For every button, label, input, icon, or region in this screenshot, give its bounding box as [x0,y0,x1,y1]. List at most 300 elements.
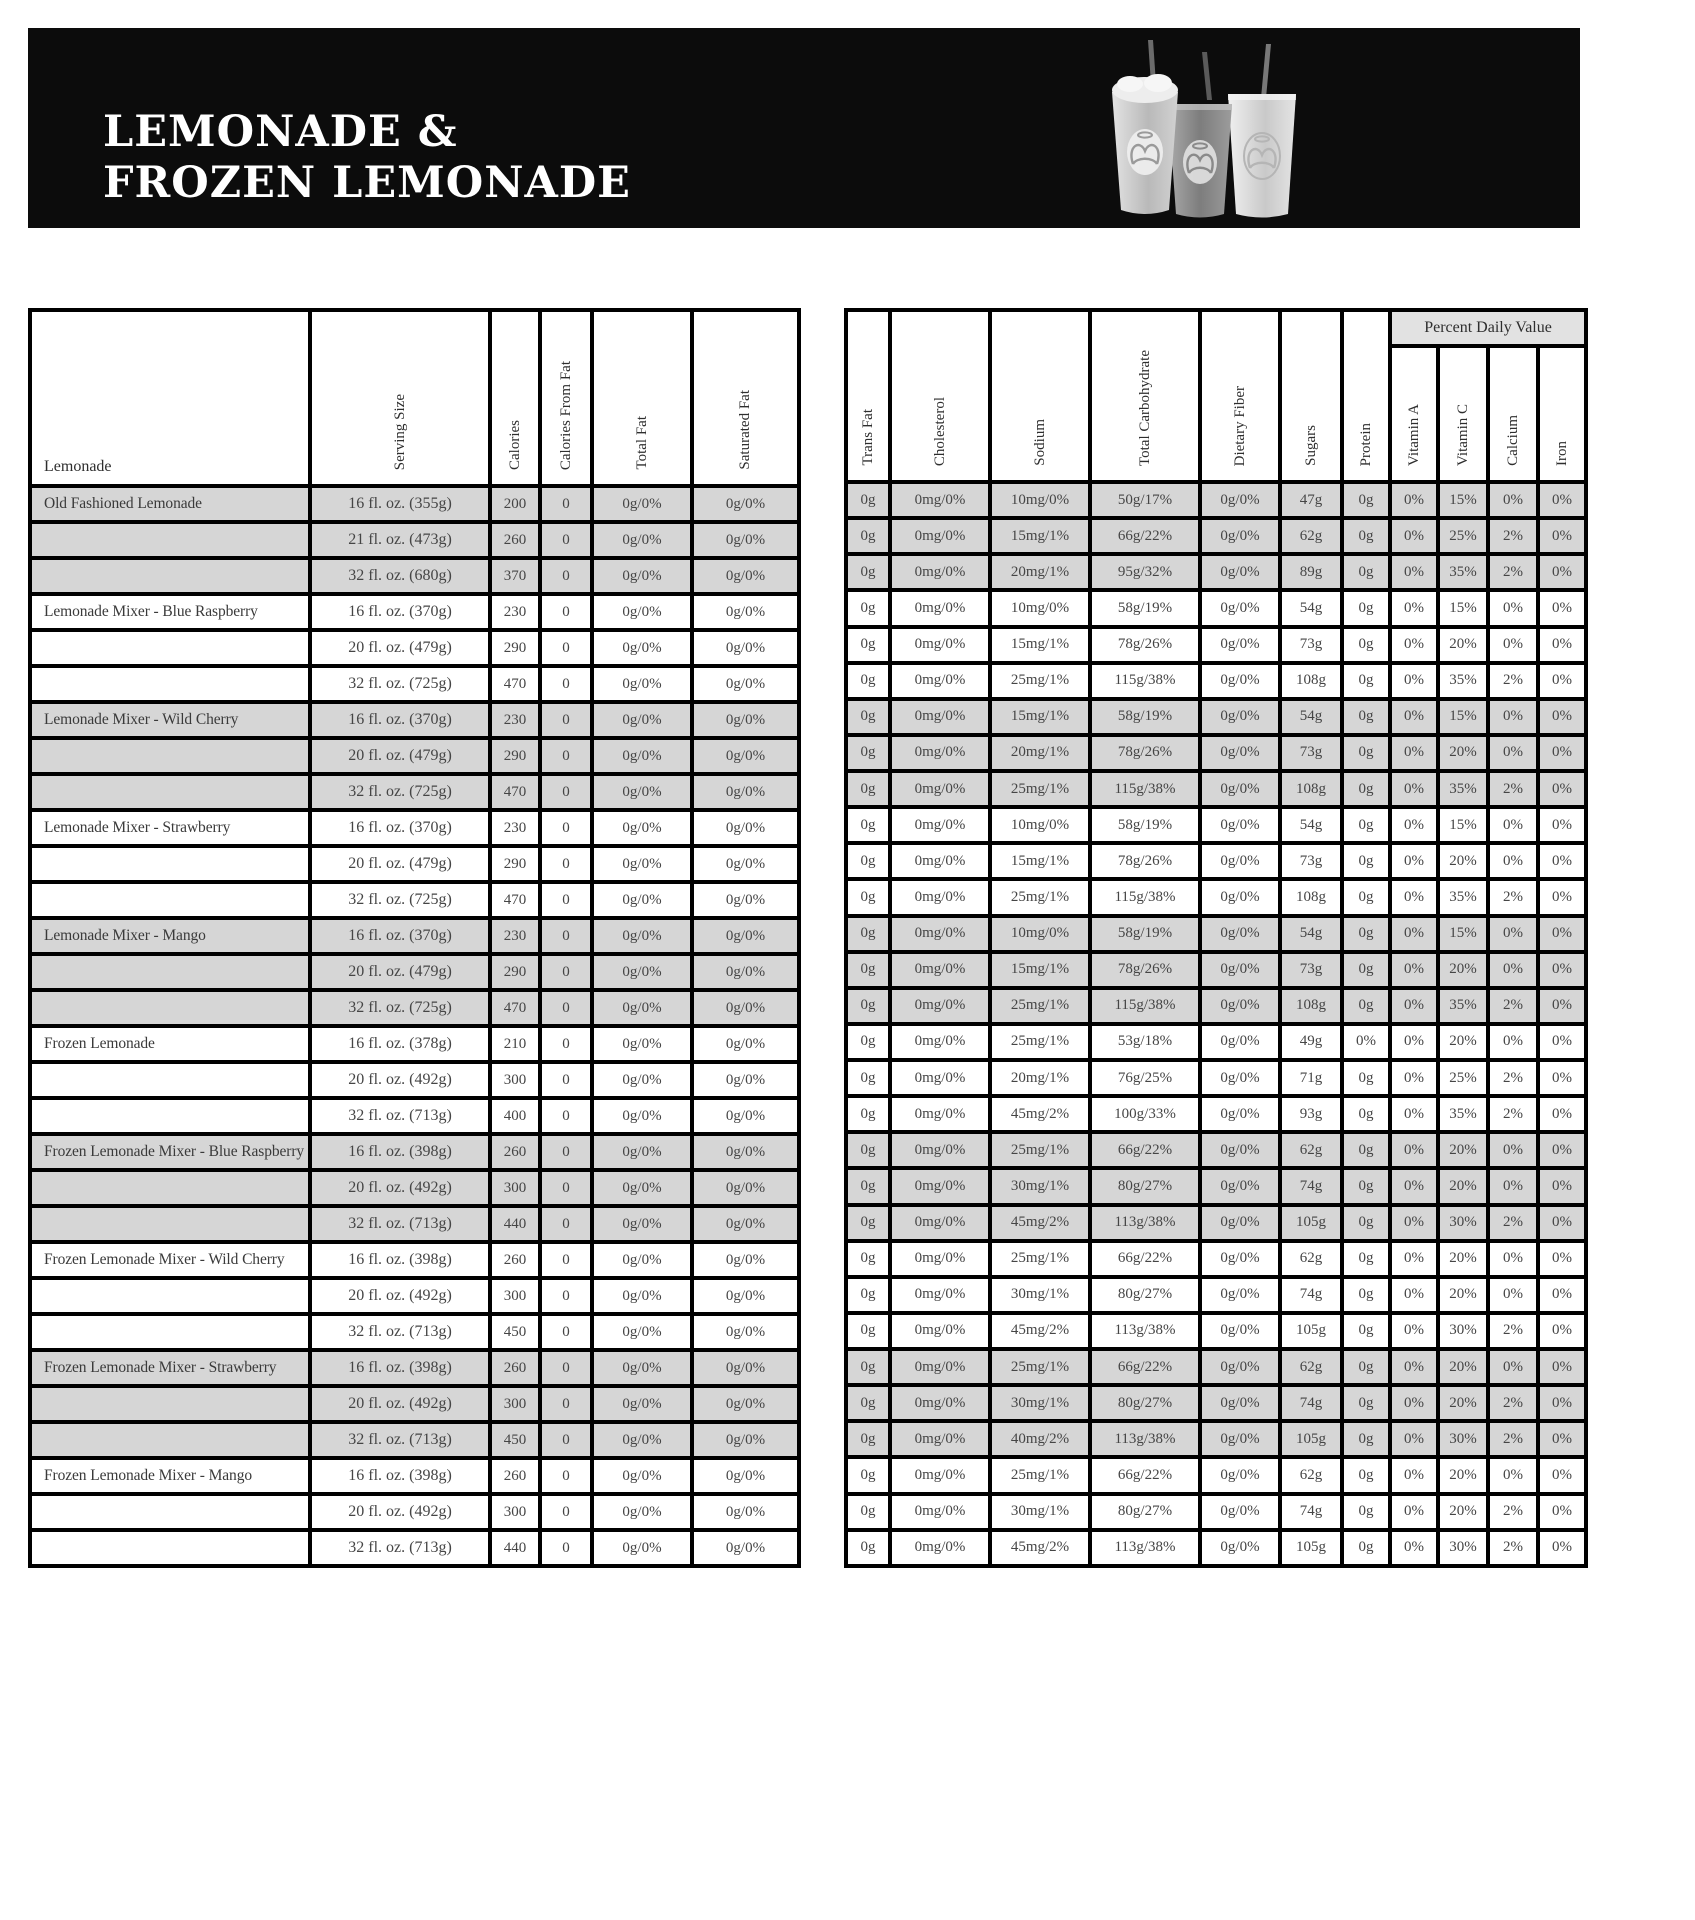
table-row [846,916,1586,952]
vitamin-a-cell: 0% [1390,879,1438,915]
table-row [846,699,1586,735]
total-fat-cell: 0g/0% [592,630,692,666]
trans-fat-cell: 0g [846,1530,890,1566]
calcium-cell: 2% [1488,771,1538,807]
trans-fat-cell: 0g [846,518,890,554]
sodium-cell: 40mg/2% [990,1421,1090,1457]
product-name-cell: Old Fashioned Lemonade [30,486,310,522]
trans-fat-cell: 0g [846,879,890,915]
protein-cell: 0g [1342,988,1390,1024]
trans-fat-cell: 0g [846,482,890,518]
sugars-cell: 73g [1280,735,1342,771]
trans-fat-cell: 0g [846,1241,890,1277]
sugars-cell: 105g [1280,1205,1342,1241]
protein-cell: 0g [1342,554,1390,590]
cholesterol-cell: 0mg/0% [890,663,990,699]
dietary-fiber-cell: 0g/0% [1200,1530,1280,1566]
table-row [30,1278,799,1314]
cholesterol-cell: 0mg/0% [890,1494,990,1530]
protein-cell: 0g [1342,1241,1390,1277]
iron-cell: 0% [1538,627,1586,663]
calories-from-fat-cell: 0 [540,1350,592,1386]
trans-fat-column-header: Trans Fat [846,310,890,482]
trans-fat-cell: 0g [846,1060,890,1096]
vitamin-c-cell: 20% [1438,1168,1488,1204]
saturated-fat-cell: 0g/0% [692,954,799,990]
trans-fat-cell: 0g [846,663,890,699]
calories-from-fat-cell: 0 [540,738,592,774]
sugars-cell: 89g [1280,554,1342,590]
calories-cell: 290 [490,954,540,990]
sugars-cell: 62g [1280,1132,1342,1168]
serving-size-column-header: Serving Size [310,310,490,486]
saturated-fat-cell: 0g/0% [692,846,799,882]
calories-cell: 290 [490,630,540,666]
table-row [846,771,1586,807]
sodium-cell: 25mg/1% [990,771,1090,807]
table-row [30,918,799,954]
calories-from-fat-cell: 0 [540,702,592,738]
sodium-cell: 15mg/1% [990,518,1090,554]
protein-cell: 0g [1342,1494,1390,1530]
serving-size-cell: 16 fl. oz. (398g) [310,1242,490,1278]
calcium-cell: 2% [1488,554,1538,590]
sugars-cell: 54g [1280,916,1342,952]
calcium-cell: 0% [1488,1132,1538,1168]
cholesterol-cell: 0mg/0% [890,590,990,626]
sugars-cell: 108g [1280,988,1342,1024]
serving-size-cell: 20 fl. oz. (492g) [310,1386,490,1422]
calories-cell: 210 [490,1026,540,1062]
sodium-cell: 25mg/1% [990,988,1090,1024]
sugars-cell: 73g [1280,952,1342,988]
dietary-fiber-cell: 0g/0% [1200,807,1280,843]
table-row [846,1241,1586,1277]
trans-fat-cell: 0g [846,699,890,735]
total-fat-cell: 0g/0% [592,882,692,918]
table-row [30,666,799,702]
calories-cell: 300 [490,1062,540,1098]
iron-cell: 0% [1538,1277,1586,1313]
product-name-cell: Frozen Lemonade [30,1026,310,1062]
total-carbohydrate-cell: 113g/38% [1090,1421,1200,1457]
vitamin-a-cell: 0% [1390,988,1438,1024]
saturated-fat-cell: 0g/0% [692,1026,799,1062]
right-table-header-row-1 [846,310,1586,346]
total-carbohydrate-cell: 58g/19% [1090,590,1200,626]
serving-size-cell: 32 fl. oz. (713g) [310,1206,490,1242]
calories-cell: 260 [490,1242,540,1278]
cholesterol-cell: 0mg/0% [890,1024,990,1060]
cholesterol-cell: 0mg/0% [890,1060,990,1096]
total-carbohydrate-column-header: Total Carbohydrate [1090,310,1200,482]
trans-fat-cell: 0g [846,1168,890,1204]
sugars-cell: 71g [1280,1060,1342,1096]
serving-size-cell: 32 fl. oz. (725g) [310,990,490,1026]
vitamin-c-cell: 15% [1438,482,1488,518]
vitamin-a-cell: 0% [1390,1060,1438,1096]
sodium-column-header: Sodium [990,310,1090,482]
table-row [30,1170,799,1206]
iron-cell: 0% [1538,952,1586,988]
product-name-cell [30,954,310,990]
product-name-cell [30,1062,310,1098]
sodium-cell: 30mg/1% [990,1494,1090,1530]
vitamin-c-cell: 20% [1438,843,1488,879]
dietary-fiber-cell: 0g/0% [1200,1132,1280,1168]
calories-from-fat-cell: 0 [540,1422,592,1458]
trans-fat-cell: 0g [846,988,890,1024]
dietary-fiber-cell: 0g/0% [1200,482,1280,518]
sugars-cell: 54g [1280,807,1342,843]
table-row [846,663,1586,699]
total-fat-cell: 0g/0% [592,1278,692,1314]
sugars-cell: 105g [1280,1421,1342,1457]
saturated-fat-cell: 0g/0% [692,918,799,954]
calcium-cell: 2% [1488,1313,1538,1349]
total-carbohydrate-cell: 66g/22% [1090,1132,1200,1168]
iron-cell: 0% [1538,1024,1586,1060]
product-name-cell [30,774,310,810]
total-fat-cell: 0g/0% [592,1530,692,1566]
serving-size-cell: 16 fl. oz. (370g) [310,594,490,630]
vitamin-a-cell: 0% [1390,1168,1438,1204]
total-carbohydrate-cell: 115g/38% [1090,988,1200,1024]
iron-cell: 0% [1538,1349,1586,1385]
saturated-fat-cell: 0g/0% [692,1386,799,1422]
iron-cell: 0% [1538,663,1586,699]
calories-from-fat-cell: 0 [540,1134,592,1170]
total-carbohydrate-cell: 58g/19% [1090,916,1200,952]
protein-cell: 0g [1342,879,1390,915]
product-name-cell [30,630,310,666]
product-name-cell [30,1314,310,1350]
vitamin-c-cell: 35% [1438,988,1488,1024]
table-row [846,1024,1586,1060]
saturated-fat-cell: 0g/0% [692,990,799,1026]
sodium-cell: 20mg/1% [990,554,1090,590]
calories-from-fat-cell: 0 [540,630,592,666]
calories-from-fat-cell: 0 [540,810,592,846]
calories-cell: 260 [490,1458,540,1494]
calories-cell: 230 [490,702,540,738]
protein-cell: 0g [1342,1205,1390,1241]
saturated-fat-cell: 0g/0% [692,774,799,810]
vitamin-c-cell: 20% [1438,1024,1488,1060]
iron-cell: 0% [1538,1421,1586,1457]
dietary-fiber-cell: 0g/0% [1200,1385,1280,1421]
calories-from-fat-cell: 0 [540,486,592,522]
vitamin-a-cell: 0% [1390,699,1438,735]
table-row [846,843,1586,879]
total-fat-cell: 0g/0% [592,1458,692,1494]
vitamin-c-cell: 20% [1438,1457,1488,1493]
sugars-cell: 105g [1280,1313,1342,1349]
sodium-cell: 25mg/1% [990,1024,1090,1060]
serving-size-cell: 20 fl. oz. (492g) [310,1170,490,1206]
vitamin-a-cell: 0% [1390,1205,1438,1241]
total-fat-cell: 0g/0% [592,1422,692,1458]
page-title-line-1: LEMONADE & [103,107,458,158]
dietary-fiber-cell: 0g/0% [1200,916,1280,952]
table-row [846,1421,1586,1457]
serving-size-cell: 32 fl. oz. (713g) [310,1098,490,1134]
protein-cell: 0g [1342,1457,1390,1493]
sugars-cell: 62g [1280,1457,1342,1493]
protein-cell: 0g [1342,1168,1390,1204]
sugars-cell: 54g [1280,590,1342,626]
protein-cell: 0% [1342,1024,1390,1060]
trans-fat-cell: 0g [846,554,890,590]
product-name-cell: Frozen Lemonade Mixer - Blue Raspberry [30,1134,310,1170]
product-name-cell [30,1530,310,1566]
cholesterol-cell: 0mg/0% [890,1096,990,1132]
saturated-fat-cell: 0g/0% [692,486,799,522]
saturated-fat-cell: 0g/0% [692,1098,799,1134]
total-fat-cell: 0g/0% [592,846,692,882]
calcium-cell: 2% [1488,1096,1538,1132]
saturated-fat-cell: 0g/0% [692,1422,799,1458]
vitamin-a-cell: 0% [1390,482,1438,518]
total-fat-cell: 0g/0% [592,738,692,774]
total-fat-cell: 0g/0% [592,1350,692,1386]
total-carbohydrate-cell: 53g/18% [1090,1024,1200,1060]
total-fat-cell: 0g/0% [592,1134,692,1170]
table-row [846,1494,1586,1530]
table-row [846,1385,1586,1421]
vitamin-a-cell: 0% [1390,916,1438,952]
sodium-cell: 30mg/1% [990,1168,1090,1204]
serving-size-cell: 20 fl. oz. (492g) [310,1494,490,1530]
cholesterol-cell: 0mg/0% [890,554,990,590]
iron-cell: 0% [1538,988,1586,1024]
calories-cell: 470 [490,666,540,702]
total-carbohydrate-cell: 80g/27% [1090,1494,1200,1530]
trans-fat-cell: 0g [846,1421,890,1457]
table-row [30,1314,799,1350]
total-carbohydrate-cell: 58g/19% [1090,807,1200,843]
calories-column-header: Calories [490,310,540,486]
sodium-cell: 15mg/1% [990,952,1090,988]
vitamin-c-cell: 35% [1438,879,1488,915]
iron-cell: 0% [1538,554,1586,590]
sugars-cell: 62g [1280,1349,1342,1385]
protein-cell: 0g [1342,807,1390,843]
calories-cell: 260 [490,1134,540,1170]
table-row [30,846,799,882]
table-row [846,1132,1586,1168]
total-carbohydrate-cell: 50g/17% [1090,482,1200,518]
iron-cell: 0% [1538,735,1586,771]
sodium-cell: 20mg/1% [990,1060,1090,1096]
total-fat-cell: 0g/0% [592,522,692,558]
trans-fat-cell: 0g [846,1313,890,1349]
vitamin-c-cell: 15% [1438,916,1488,952]
total-fat-cell: 0g/0% [592,1242,692,1278]
dietary-fiber-cell: 0g/0% [1200,1313,1280,1349]
cholesterol-cell: 0mg/0% [890,843,990,879]
product-name-cell [30,738,310,774]
sugars-cell: 49g [1280,1024,1342,1060]
vitamin-c-cell: 35% [1438,554,1488,590]
cholesterol-cell: 0mg/0% [890,627,990,663]
protein-cell: 0g [1342,1349,1390,1385]
total-carbohydrate-cell: 100g/33% [1090,1096,1200,1132]
dietary-fiber-cell: 0g/0% [1200,518,1280,554]
total-carbohydrate-cell: 113g/38% [1090,1530,1200,1566]
total-carbohydrate-cell: 78g/26% [1090,952,1200,988]
vitamin-a-cell: 0% [1390,1385,1438,1421]
iron-cell: 0% [1538,879,1586,915]
vitamin-a-cell: 0% [1390,771,1438,807]
protein-cell: 0g [1342,952,1390,988]
lemonade-cups-image [1100,34,1330,224]
percent-daily-value-header: Percent Daily Value [1390,310,1586,346]
protein-cell: 0g [1342,771,1390,807]
sodium-cell: 45mg/2% [990,1530,1090,1566]
iron-cell: 0% [1538,482,1586,518]
saturated-fat-cell: 0g/0% [692,1242,799,1278]
dietary-fiber-cell: 0g/0% [1200,663,1280,699]
total-fat-cell: 0g/0% [592,1098,692,1134]
dietary-fiber-cell: 0g/0% [1200,952,1280,988]
calories-cell: 300 [490,1170,540,1206]
product-name-cell: Lemonade Mixer - Strawberry [30,810,310,846]
calcium-cell: 0% [1488,1024,1538,1060]
calories-cell: 260 [490,1350,540,1386]
sodium-cell: 30mg/1% [990,1385,1090,1421]
product-name-cell [30,882,310,918]
calories-cell: 200 [490,486,540,522]
calories-from-fat-cell: 0 [540,882,592,918]
table-row [846,735,1586,771]
sodium-cell: 25mg/1% [990,1457,1090,1493]
sodium-cell: 15mg/1% [990,699,1090,735]
serving-size-cell: 16 fl. oz. (378g) [310,1026,490,1062]
dietary-fiber-cell: 0g/0% [1200,1457,1280,1493]
serving-size-cell: 32 fl. oz. (713g) [310,1422,490,1458]
serving-size-cell: 20 fl. oz. (479g) [310,738,490,774]
vitamin-c-cell: 30% [1438,1421,1488,1457]
total-carbohydrate-cell: 95g/32% [1090,554,1200,590]
total-carbohydrate-cell: 113g/38% [1090,1205,1200,1241]
calories-cell: 230 [490,594,540,630]
cholesterol-cell: 0mg/0% [890,807,990,843]
calories-cell: 300 [490,1386,540,1422]
serving-size-cell: 16 fl. oz. (398g) [310,1458,490,1494]
total-carbohydrate-cell: 66g/22% [1090,1241,1200,1277]
iron-cell: 0% [1538,518,1586,554]
vitamin-a-cell: 0% [1390,1421,1438,1457]
calories-from-fat-cell: 0 [540,594,592,630]
vitamin-a-cell: 0% [1390,627,1438,663]
protein-cell: 0g [1342,1385,1390,1421]
nutrition-tables [28,308,1588,1568]
vitamin-a-cell: 0% [1390,1349,1438,1385]
serving-size-cell: 16 fl. oz. (398g) [310,1350,490,1386]
calcium-cell: 0% [1488,1277,1538,1313]
serving-size-cell: 20 fl. oz. (492g) [310,1278,490,1314]
total-carbohydrate-cell: 115g/38% [1090,879,1200,915]
trans-fat-cell: 0g [846,843,890,879]
product-name-cell [30,1422,310,1458]
calcium-cell: 0% [1488,1241,1538,1277]
table-row [846,1168,1586,1204]
trans-fat-cell: 0g [846,1349,890,1385]
sodium-cell: 30mg/1% [990,1277,1090,1313]
sugars-cell: 74g [1280,1494,1342,1530]
table-row [30,1062,799,1098]
sugars-column-header: Sugars [1280,310,1342,482]
cholesterol-cell: 0mg/0% [890,1421,990,1457]
table-row [30,594,799,630]
table-row [30,558,799,594]
protein-cell: 0g [1342,735,1390,771]
table-row [30,990,799,1026]
calories-cell: 300 [490,1278,540,1314]
calories-from-fat-cell: 0 [540,1242,592,1278]
vitamin-c-cell: 15% [1438,699,1488,735]
iron-cell: 0% [1538,1205,1586,1241]
protein-cell: 0g [1342,1313,1390,1349]
product-name-cell [30,990,310,1026]
protein-cell: 0g [1342,1096,1390,1132]
vitamin-c-cell: 30% [1438,1205,1488,1241]
protein-cell: 0g [1342,1421,1390,1457]
sodium-cell: 10mg/0% [990,590,1090,626]
trans-fat-cell: 0g [846,807,890,843]
table-row [846,627,1586,663]
saturated-fat-cell: 0g/0% [692,666,799,702]
cholesterol-cell: 0mg/0% [890,1457,990,1493]
dietary-fiber-cell: 0g/0% [1200,1421,1280,1457]
total-carbohydrate-cell: 66g/22% [1090,1349,1200,1385]
vitamin-c-cell: 20% [1438,1494,1488,1530]
total-carbohydrate-cell: 78g/26% [1090,735,1200,771]
total-fat-cell: 0g/0% [592,1062,692,1098]
serving-size-cell: 16 fl. oz. (370g) [310,702,490,738]
protein-cell: 0g [1342,482,1390,518]
dietary-fiber-cell: 0g/0% [1200,735,1280,771]
total-carbohydrate-cell: 66g/22% [1090,518,1200,554]
iron-cell: 0% [1538,1241,1586,1277]
protein-cell: 0g [1342,843,1390,879]
total-carbohydrate-cell: 58g/19% [1090,699,1200,735]
calories-cell: 470 [490,774,540,810]
serving-size-cell: 32 fl. oz. (725g) [310,774,490,810]
vitamin-a-cell: 0% [1390,952,1438,988]
calcium-cell: 0% [1488,590,1538,626]
sodium-cell: 25mg/1% [990,663,1090,699]
table-row [846,1313,1586,1349]
protein-cell: 0g [1342,916,1390,952]
trans-fat-cell: 0g [846,1132,890,1168]
calories-cell: 400 [490,1098,540,1134]
sugars-cell: 108g [1280,771,1342,807]
calories-cell: 370 [490,558,540,594]
cholesterol-cell: 0mg/0% [890,699,990,735]
calcium-cell: 0% [1488,952,1538,988]
table-row [30,1098,799,1134]
table-row [30,522,799,558]
lemonade-left-table [28,308,801,1568]
serving-size-cell: 16 fl. oz. (355g) [310,486,490,522]
table-row [846,1205,1586,1241]
cup-right [1228,44,1296,218]
cup-left [1112,40,1178,214]
serving-size-cell: 20 fl. oz. (479g) [310,846,490,882]
saturated-fat-cell: 0g/0% [692,1062,799,1098]
